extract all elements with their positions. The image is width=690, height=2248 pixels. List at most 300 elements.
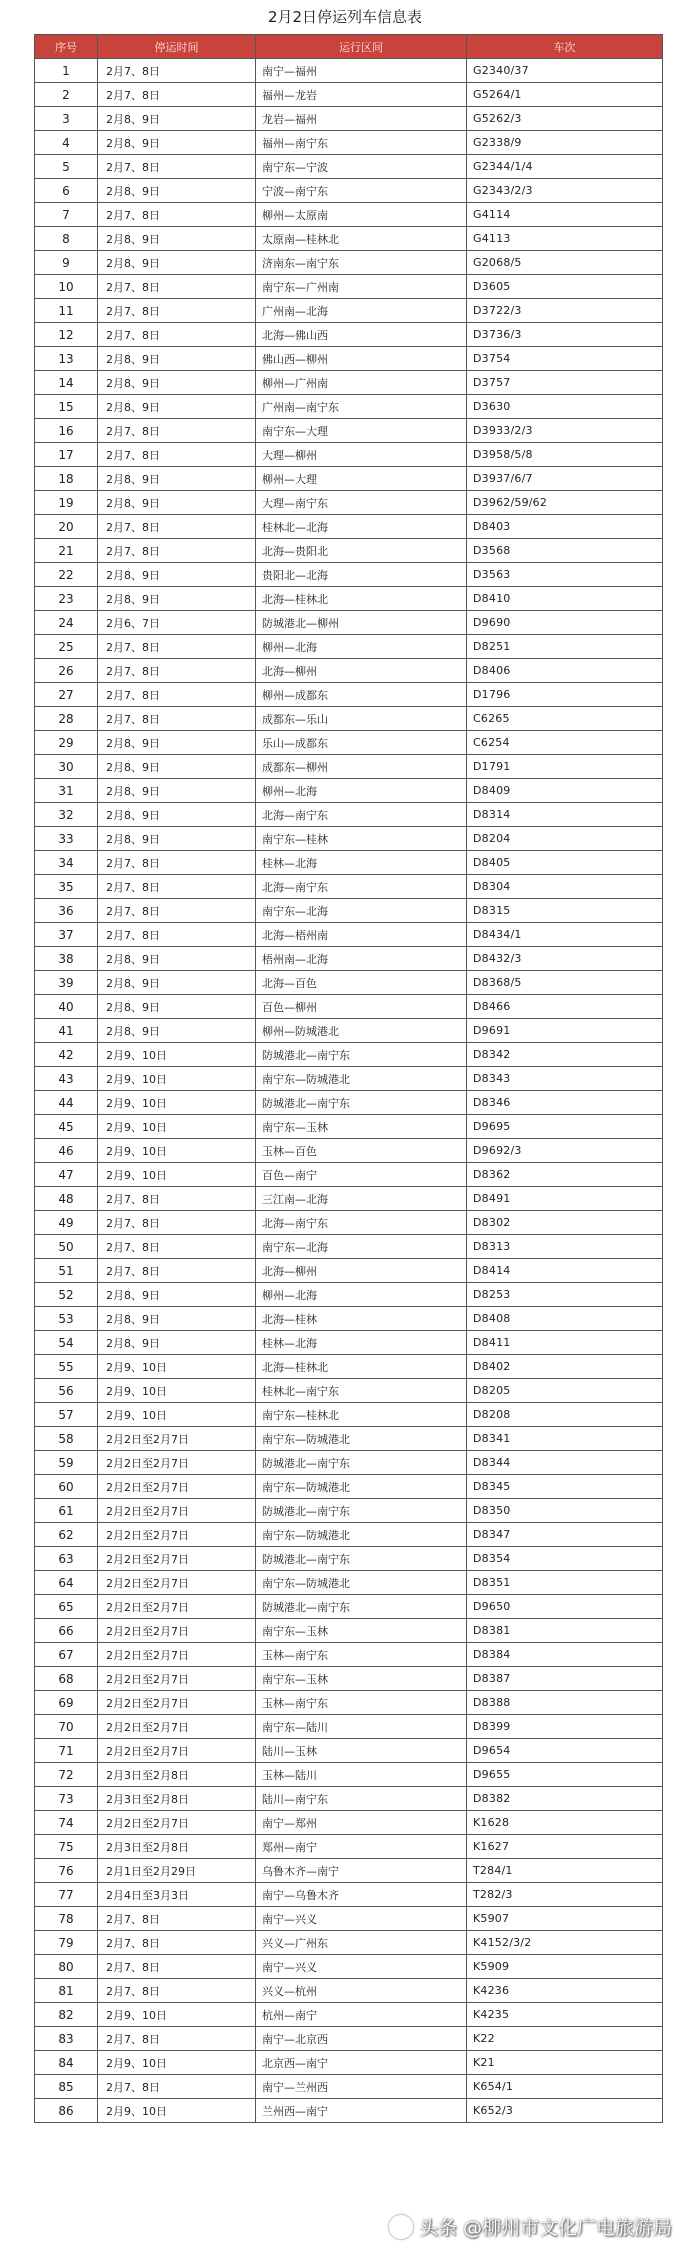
row-section: 兰州西—南宁 xyxy=(256,2099,467,2123)
row-train: K4152/3/2 xyxy=(467,1931,663,1955)
table-row xyxy=(35,1283,663,1307)
table-body xyxy=(35,59,663,2123)
row-date: 2月8、9日 xyxy=(98,1331,256,1355)
row-number: 79 xyxy=(35,1931,98,1955)
row-train: D8342 xyxy=(467,1043,663,1067)
row-date: 2月8、9日 xyxy=(98,1283,256,1307)
column-header-no: 序号 xyxy=(35,35,98,59)
table-row xyxy=(35,1043,663,1067)
table-row xyxy=(35,2051,663,2075)
row-train: D8205 xyxy=(467,1379,663,1403)
row-date: 2月9、10日 xyxy=(98,1163,256,1187)
row-section: 南宁—乌鲁木齐 xyxy=(256,1883,467,1907)
table-row xyxy=(35,1547,663,1571)
row-section: 柳州—北海 xyxy=(256,1283,467,1307)
table-row xyxy=(35,179,663,203)
row-section: 南宁东—防城港北 xyxy=(256,1523,467,1547)
table-row xyxy=(35,1811,663,1835)
row-train: D8414 xyxy=(467,1259,663,1283)
row-number: 76 xyxy=(35,1859,98,1883)
row-train: K5907 xyxy=(467,1907,663,1931)
row-number: 42 xyxy=(35,1043,98,1067)
table-row xyxy=(35,899,663,923)
row-number: 67 xyxy=(35,1643,98,1667)
row-date: 2月7、8日 xyxy=(98,299,256,323)
row-train: K4235 xyxy=(467,2003,663,2027)
table-row xyxy=(35,1475,663,1499)
row-date: 2月7、8日 xyxy=(98,1211,256,1235)
row-train: D8253 xyxy=(467,1283,663,1307)
row-number: 19 xyxy=(35,491,98,515)
row-train: D8343 xyxy=(467,1067,663,1091)
table-row xyxy=(35,851,663,875)
row-section: 南宁—兴义 xyxy=(256,1907,467,1931)
row-number: 21 xyxy=(35,539,98,563)
row-train: D8408 xyxy=(467,1307,663,1331)
row-train: K654/1 xyxy=(467,2075,663,2099)
table-row xyxy=(35,611,663,635)
row-train: C6254 xyxy=(467,731,663,755)
row-section: 贵阳北—北海 xyxy=(256,563,467,587)
table-row xyxy=(35,1499,663,1523)
table-row xyxy=(35,1955,663,1979)
table-row xyxy=(35,1667,663,1691)
column-header-section: 运行区间 xyxy=(256,35,467,59)
row-train: G4114 xyxy=(467,203,663,227)
row-date: 2月2日至2月7日 xyxy=(98,1427,256,1451)
row-date: 2月7、8日 xyxy=(98,443,256,467)
row-number: 44 xyxy=(35,1091,98,1115)
row-number: 5 xyxy=(35,155,98,179)
row-train: D1796 xyxy=(467,683,663,707)
row-date: 2月8、9日 xyxy=(98,491,256,515)
row-section: 北海—南宁东 xyxy=(256,1211,467,1235)
row-date: 2月7、8日 xyxy=(98,683,256,707)
row-section: 北海—贵阳北 xyxy=(256,539,467,563)
row-section: 防城港北—南宁东 xyxy=(256,1043,467,1067)
row-section: 桂林北—南宁东 xyxy=(256,1379,467,1403)
table-row xyxy=(35,1019,663,1043)
row-number: 30 xyxy=(35,755,98,779)
row-date: 2月2日至2月7日 xyxy=(98,1619,256,1643)
row-number: 35 xyxy=(35,875,98,899)
row-section: 北京西—南宁 xyxy=(256,2051,467,2075)
row-number: 59 xyxy=(35,1451,98,1475)
row-date: 2月8、9日 xyxy=(98,1019,256,1043)
row-number: 52 xyxy=(35,1283,98,1307)
row-date: 2月8、9日 xyxy=(98,827,256,851)
row-date: 2月8、9日 xyxy=(98,971,256,995)
table-row xyxy=(35,323,663,347)
row-date: 2月9、10日 xyxy=(98,1355,256,1379)
suspended-trains-table xyxy=(34,34,663,2123)
row-date: 2月8、9日 xyxy=(98,347,256,371)
row-train: D8409 xyxy=(467,779,663,803)
table-row xyxy=(35,1259,663,1283)
row-train: K652/3 xyxy=(467,2099,663,2123)
table-row xyxy=(35,779,663,803)
row-number: 12 xyxy=(35,323,98,347)
row-train: K4236 xyxy=(467,1979,663,2003)
row-section: 兴义—广州东 xyxy=(256,1931,467,1955)
row-section: 大理—柳州 xyxy=(256,443,467,467)
row-number: 51 xyxy=(35,1259,98,1283)
row-train: G2068/5 xyxy=(467,251,663,275)
row-train: D8350 xyxy=(467,1499,663,1523)
row-train: D8411 xyxy=(467,1331,663,1355)
row-section: 南宁东—防城港北 xyxy=(256,1475,467,1499)
row-section: 北海—南宁东 xyxy=(256,875,467,899)
row-date: 2月7、8日 xyxy=(98,155,256,179)
row-train: D8432/3 xyxy=(467,947,663,971)
row-train: D8347 xyxy=(467,1523,663,1547)
row-date: 2月2日至2月7日 xyxy=(98,1691,256,1715)
row-section: 南宁东—北海 xyxy=(256,899,467,923)
table-row xyxy=(35,1091,663,1115)
row-train: D8345 xyxy=(467,1475,663,1499)
row-number: 9 xyxy=(35,251,98,275)
row-date: 2月8、9日 xyxy=(98,227,256,251)
table-row xyxy=(35,539,663,563)
row-date: 2月4日至3月3日 xyxy=(98,1883,256,1907)
row-date: 2月7、8日 xyxy=(98,59,256,83)
row-date: 2月7、8日 xyxy=(98,539,256,563)
row-number: 66 xyxy=(35,1619,98,1643)
row-date: 2月7、8日 xyxy=(98,1235,256,1259)
row-section: 南宁东—宁波 xyxy=(256,155,467,179)
row-section: 南宁东—防城港北 xyxy=(256,1427,467,1451)
row-number: 81 xyxy=(35,1979,98,2003)
row-number: 80 xyxy=(35,1955,98,1979)
row-train: D8354 xyxy=(467,1547,663,1571)
row-number: 22 xyxy=(35,563,98,587)
row-number: 49 xyxy=(35,1211,98,1235)
row-train: D8387 xyxy=(467,1667,663,1691)
table-row xyxy=(35,1835,663,1859)
row-train: D8251 xyxy=(467,635,663,659)
row-train: D8406 xyxy=(467,659,663,683)
row-number: 56 xyxy=(35,1379,98,1403)
row-section: 柳州—防城港北 xyxy=(256,1019,467,1043)
row-train: D8405 xyxy=(467,851,663,875)
row-section: 陆川—南宁东 xyxy=(256,1787,467,1811)
row-number: 74 xyxy=(35,1811,98,1835)
table-row xyxy=(35,2099,663,2123)
row-date: 2月9、10日 xyxy=(98,1115,256,1139)
row-date: 2月7、8日 xyxy=(98,275,256,299)
row-date: 2月9、10日 xyxy=(98,2003,256,2027)
row-number: 55 xyxy=(35,1355,98,1379)
row-section: 乌鲁木齐—南宁 xyxy=(256,1859,467,1883)
row-section: 南宁东—玉林 xyxy=(256,1619,467,1643)
table-row xyxy=(35,1691,663,1715)
row-number: 23 xyxy=(35,587,98,611)
row-train: K5909 xyxy=(467,1955,663,1979)
column-header-date: 停运时间 xyxy=(98,35,256,59)
row-train: D3563 xyxy=(467,563,663,587)
row-date: 2月7、8日 xyxy=(98,515,256,539)
row-section: 南宁东—大理 xyxy=(256,419,467,443)
table-row xyxy=(35,2027,663,2051)
row-date: 2月7、8日 xyxy=(98,875,256,899)
row-date: 2月7、8日 xyxy=(98,1979,256,2003)
row-train: D8302 xyxy=(467,1211,663,1235)
table-row xyxy=(35,1307,663,1331)
row-section: 南宁—郑州 xyxy=(256,1811,467,1835)
table-row xyxy=(35,1187,663,1211)
row-train: K1627 xyxy=(467,1835,663,1859)
table-row xyxy=(35,467,663,491)
row-number: 63 xyxy=(35,1547,98,1571)
row-date: 2月9、10日 xyxy=(98,1139,256,1163)
row-train: D9655 xyxy=(467,1763,663,1787)
row-train: D8304 xyxy=(467,875,663,899)
row-number: 70 xyxy=(35,1715,98,1739)
row-number: 69 xyxy=(35,1691,98,1715)
row-number: 10 xyxy=(35,275,98,299)
row-train: D3933/2/3 xyxy=(467,419,663,443)
row-number: 37 xyxy=(35,923,98,947)
table-row xyxy=(35,1787,663,1811)
row-number: 18 xyxy=(35,467,98,491)
table-row xyxy=(35,1115,663,1139)
row-number: 20 xyxy=(35,515,98,539)
table-row xyxy=(35,2075,663,2099)
row-date: 2月8、9日 xyxy=(98,563,256,587)
row-number: 28 xyxy=(35,707,98,731)
row-number: 57 xyxy=(35,1403,98,1427)
row-train: D8381 xyxy=(467,1619,663,1643)
row-section: 龙岩—福州 xyxy=(256,107,467,131)
table-row xyxy=(35,227,663,251)
row-section: 三江南—北海 xyxy=(256,1187,467,1211)
row-number: 34 xyxy=(35,851,98,875)
row-date: 2月6、7日 xyxy=(98,611,256,635)
row-date: 2月7、8日 xyxy=(98,899,256,923)
row-train: D8341 xyxy=(467,1427,663,1451)
row-number: 68 xyxy=(35,1667,98,1691)
row-date: 2月8、9日 xyxy=(98,587,256,611)
row-number: 16 xyxy=(35,419,98,443)
table-row xyxy=(35,1523,663,1547)
row-date: 2月8、9日 xyxy=(98,731,256,755)
row-date: 2月2日至2月7日 xyxy=(98,1811,256,1835)
row-date: 2月7、8日 xyxy=(98,2027,256,2051)
row-number: 41 xyxy=(35,1019,98,1043)
row-date: 2月2日至2月7日 xyxy=(98,1643,256,1667)
row-train: G2340/37 xyxy=(467,59,663,83)
row-section: 广州南—北海 xyxy=(256,299,467,323)
table-row xyxy=(35,1163,663,1187)
row-train: K21 xyxy=(467,2051,663,2075)
row-date: 2月7、8日 xyxy=(98,659,256,683)
table-row xyxy=(35,1643,663,1667)
row-number: 3 xyxy=(35,107,98,131)
row-date: 2月7、8日 xyxy=(98,203,256,227)
row-section: 北海—百色 xyxy=(256,971,467,995)
row-number: 43 xyxy=(35,1067,98,1091)
table-row xyxy=(35,755,663,779)
table-row xyxy=(35,1907,663,1931)
row-section: 北海—桂林北 xyxy=(256,587,467,611)
row-number: 6 xyxy=(35,179,98,203)
table-row xyxy=(35,419,663,443)
row-section: 柳州—大理 xyxy=(256,467,467,491)
row-train: G2343/2/3 xyxy=(467,179,663,203)
row-section: 玉林—南宁东 xyxy=(256,1691,467,1715)
row-number: 1 xyxy=(35,59,98,83)
row-train: D8402 xyxy=(467,1355,663,1379)
row-train: D3958/5/8 xyxy=(467,443,663,467)
row-date: 2月7、8日 xyxy=(98,1259,256,1283)
table-row xyxy=(35,1331,663,1355)
row-section: 柳州—广州南 xyxy=(256,371,467,395)
table-row xyxy=(35,1427,663,1451)
row-section: 南宁东—玉林 xyxy=(256,1667,467,1691)
row-section: 防城港北—南宁东 xyxy=(256,1595,467,1619)
row-number: 58 xyxy=(35,1427,98,1451)
row-date: 2月7、8日 xyxy=(98,419,256,443)
row-date: 2月2日至2月7日 xyxy=(98,1667,256,1691)
row-number: 27 xyxy=(35,683,98,707)
row-train: D3568 xyxy=(467,539,663,563)
row-number: 48 xyxy=(35,1187,98,1211)
row-number: 13 xyxy=(35,347,98,371)
row-number: 45 xyxy=(35,1115,98,1139)
row-section: 南宁东—玉林 xyxy=(256,1115,467,1139)
row-section: 防城港北—南宁东 xyxy=(256,1091,467,1115)
row-section: 北海—桂林北 xyxy=(256,1355,467,1379)
row-section: 福州—南宁东 xyxy=(256,131,467,155)
row-date: 2月8、9日 xyxy=(98,131,256,155)
row-date: 2月8、9日 xyxy=(98,779,256,803)
row-number: 50 xyxy=(35,1235,98,1259)
row-train: K22 xyxy=(467,2027,663,2051)
row-section: 宁波—南宁东 xyxy=(256,179,467,203)
row-date: 2月8、9日 xyxy=(98,179,256,203)
table-row xyxy=(35,947,663,971)
row-section: 郑州—南宁 xyxy=(256,1835,467,1859)
row-date: 2月2日至2月7日 xyxy=(98,1523,256,1547)
row-section: 成都东—乐山 xyxy=(256,707,467,731)
table-row xyxy=(35,707,663,731)
row-train: D3630 xyxy=(467,395,663,419)
row-date: 2月8、9日 xyxy=(98,467,256,491)
row-train: D3754 xyxy=(467,347,663,371)
row-train: G2338/9 xyxy=(467,131,663,155)
row-number: 82 xyxy=(35,2003,98,2027)
row-date: 2月7、8日 xyxy=(98,923,256,947)
row-section: 北海—南宁东 xyxy=(256,803,467,827)
row-train: D8344 xyxy=(467,1451,663,1475)
row-date: 2月8、9日 xyxy=(98,995,256,1019)
row-date: 2月7、8日 xyxy=(98,1955,256,1979)
table-row xyxy=(35,827,663,851)
row-number: 31 xyxy=(35,779,98,803)
row-number: 33 xyxy=(35,827,98,851)
row-number: 17 xyxy=(35,443,98,467)
row-date: 2月9、10日 xyxy=(98,1091,256,1115)
table-row xyxy=(35,371,663,395)
row-date: 2月7、8日 xyxy=(98,2075,256,2099)
row-section: 北海—梧州南 xyxy=(256,923,467,947)
row-number: 54 xyxy=(35,1331,98,1355)
table-row xyxy=(35,59,663,83)
row-number: 15 xyxy=(35,395,98,419)
table-row xyxy=(35,683,663,707)
row-train: D9650 xyxy=(467,1595,663,1619)
row-number: 2 xyxy=(35,83,98,107)
row-number: 85 xyxy=(35,2075,98,2099)
row-date: 2月8、9日 xyxy=(98,251,256,275)
row-train: K1628 xyxy=(467,1811,663,1835)
table-row xyxy=(35,1595,663,1619)
table-row xyxy=(35,995,663,1019)
row-section: 太原南—桂林北 xyxy=(256,227,467,251)
row-section: 南宁东—北海 xyxy=(256,1235,467,1259)
table-row xyxy=(35,563,663,587)
table-row xyxy=(35,1739,663,1763)
row-date: 2月2日至2月7日 xyxy=(98,1595,256,1619)
row-train: D8382 xyxy=(467,1787,663,1811)
table-row xyxy=(35,1859,663,1883)
row-section: 南宁—兰州西 xyxy=(256,2075,467,2099)
row-train: G4113 xyxy=(467,227,663,251)
row-train: G2344/1/4 xyxy=(467,155,663,179)
table-row xyxy=(35,1403,663,1427)
row-date: 2月1日至2月29日 xyxy=(98,1859,256,1883)
table-row xyxy=(35,875,663,899)
row-train: D3605 xyxy=(467,275,663,299)
table-row xyxy=(35,1883,663,1907)
row-section: 南宁东—防城港北 xyxy=(256,1571,467,1595)
row-section: 南宁东—广州南 xyxy=(256,275,467,299)
row-date: 2月7、8日 xyxy=(98,707,256,731)
row-date: 2月2日至2月7日 xyxy=(98,1739,256,1763)
row-train: D8434/1 xyxy=(467,923,663,947)
table-row xyxy=(35,443,663,467)
table-row xyxy=(35,347,663,371)
row-number: 53 xyxy=(35,1307,98,1331)
row-section: 防城港北—南宁东 xyxy=(256,1547,467,1571)
table-row xyxy=(35,1211,663,1235)
row-date: 2月9、10日 xyxy=(98,1067,256,1091)
column-header-train: 车次 xyxy=(467,35,663,59)
row-number: 40 xyxy=(35,995,98,1019)
row-number: 64 xyxy=(35,1571,98,1595)
row-date: 2月2日至2月7日 xyxy=(98,1499,256,1523)
row-date: 2月3日至2月8日 xyxy=(98,1835,256,1859)
table-row xyxy=(35,1571,663,1595)
row-section: 大理—南宁东 xyxy=(256,491,467,515)
row-number: 62 xyxy=(35,1523,98,1547)
table-row xyxy=(35,275,663,299)
row-section: 济南东—南宁东 xyxy=(256,251,467,275)
table-row xyxy=(35,83,663,107)
row-train: T282/3 xyxy=(467,1883,663,1907)
row-section: 玉林—南宁东 xyxy=(256,1643,467,1667)
row-date: 2月3日至2月8日 xyxy=(98,1763,256,1787)
row-number: 47 xyxy=(35,1163,98,1187)
row-number: 77 xyxy=(35,1883,98,1907)
row-section: 防城港北—南宁东 xyxy=(256,1499,467,1523)
table-row xyxy=(35,635,663,659)
table-row xyxy=(35,491,663,515)
row-section: 梧州南—北海 xyxy=(256,947,467,971)
row-train: D8351 xyxy=(467,1571,663,1595)
row-number: 84 xyxy=(35,2051,98,2075)
table-row xyxy=(35,1139,663,1163)
